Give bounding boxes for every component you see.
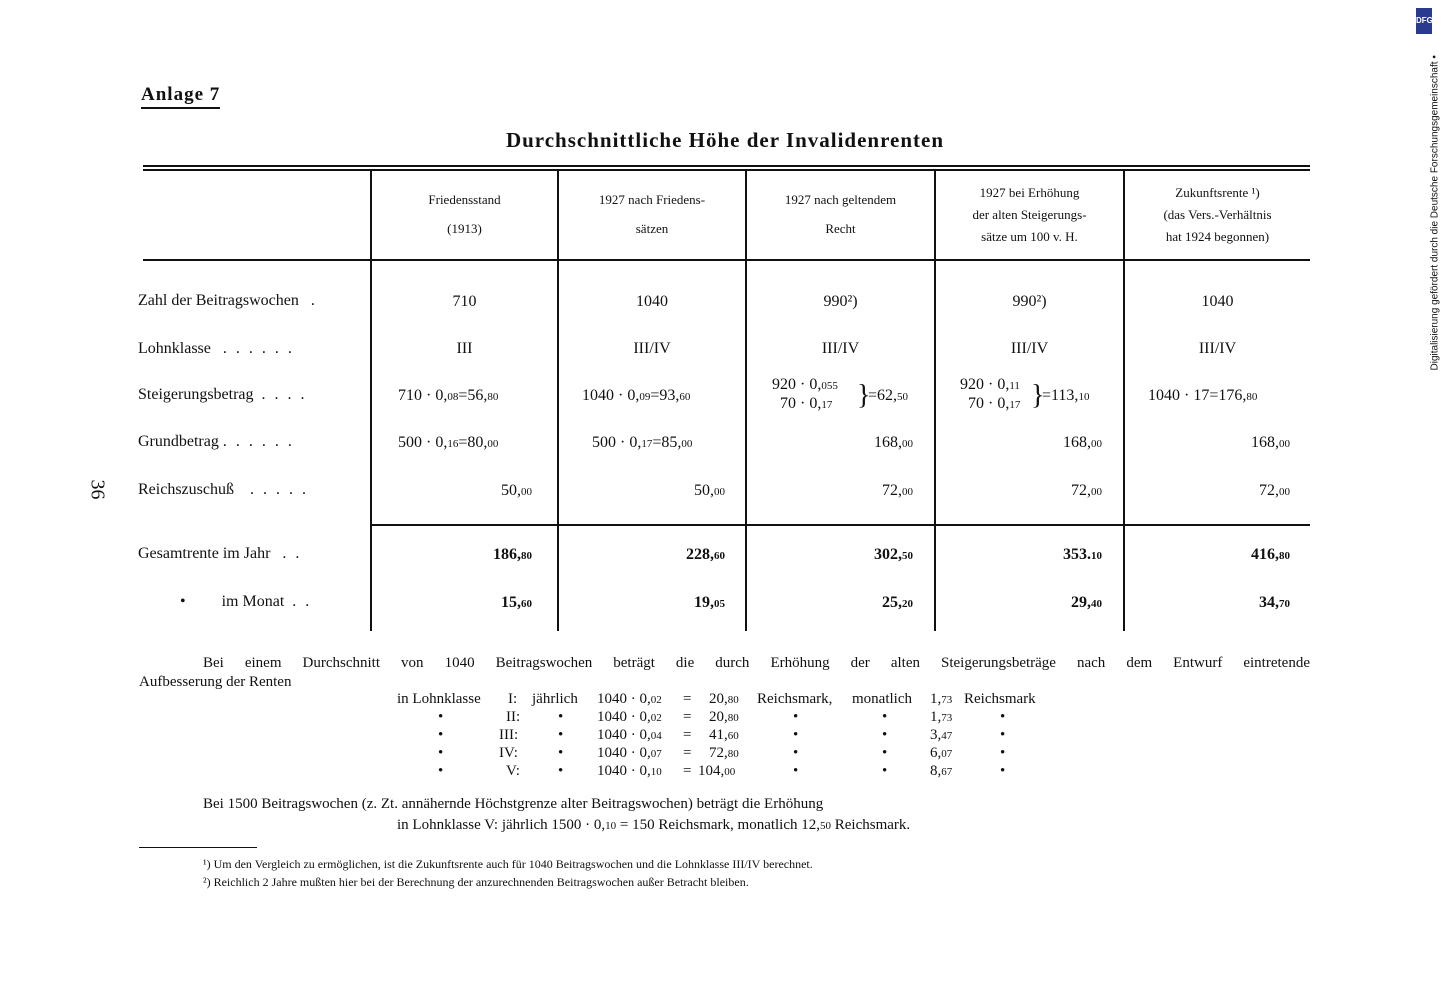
brace: } (857, 380, 871, 411)
paragraph-1-line-1: Bei einem Durchschnitt von 1040 Beitragswochen beträgt die durch Erhöhung der alten Steigerungsbeträge nach dem Entwurf eintretende (203, 655, 1310, 671)
table-cell: 1040 (636, 293, 668, 310)
row-label-gesamtrente-monat: • im Monat .. (180, 593, 319, 610)
row-label-reichszuschuss: Reichszuschuß ..... (138, 481, 315, 498)
table-cell: 168,00 (1063, 434, 1102, 451)
footnote-rule (139, 847, 257, 848)
table-cell: 25,20 (882, 594, 913, 611)
row-label-grundbetrag: Grundbetrag ...... (138, 433, 301, 450)
brace: } (1031, 380, 1045, 411)
table-cell: 990²) (1012, 293, 1047, 310)
table-cell: III/IV (1198, 340, 1237, 357)
column-header-2: 1927 nach Friedens- sätzen (598, 192, 706, 236)
row-label-steigerungsbetrag: Steigerungsbetrag .... (138, 386, 314, 403)
table-cell: 50,00 (501, 482, 532, 499)
page-title: Durchschnittliche Höhe der Invalidenrenten (505, 128, 945, 152)
table-cell: 72,00 (1071, 482, 1102, 499)
appendix-label: Anlage 7 (141, 84, 220, 109)
table-cell: 228,60 (686, 546, 725, 563)
column-header-1: Friedensstand (1913) (428, 192, 501, 236)
table-cell: III/IV (821, 340, 860, 357)
table-cell: 1040 · 17=176,80 (1148, 387, 1258, 404)
row-label-lohnklasse: Lohnklasse ...... (138, 340, 301, 357)
table-cell: 1040 (1201, 293, 1234, 310)
table-cell: 500 · 0,16=80,00 (398, 434, 499, 451)
table-cell: 302,50 (874, 546, 913, 563)
row-label-beitragswochen: Zahl der Beitragswochen . (138, 292, 324, 309)
table-cell: III (456, 340, 473, 357)
table-cell: 19,05 (694, 594, 725, 611)
header-bottom-rule (143, 259, 1310, 261)
table-cell: =62,50 (868, 387, 909, 404)
table-cell: 72,00 (1259, 482, 1290, 499)
table-cell: 990²) (823, 293, 858, 310)
table-cell: 34,70 (1259, 594, 1290, 611)
column-header-3: 1927 nach geltendem Recht (784, 192, 897, 236)
table-top-rule-2 (143, 169, 1310, 171)
table-cell: 168,00 (874, 434, 913, 451)
table-cell: 186,80 (493, 546, 532, 563)
table-cell: 353.10 (1063, 546, 1102, 563)
table-cell: 29,40 (1071, 594, 1102, 611)
table-cell: 1040 · 0,09=93,60 (582, 387, 691, 404)
row-label-gesamtrente-jahr: Gesamtrente im Jahr .. (138, 545, 309, 562)
page-number: 36 (86, 479, 109, 500)
table-cell: =113,10 (1042, 387, 1090, 404)
sidebar-credit: Digitalisierung gefördert durch die Deutsche Forschungsgemeinschaft • (1429, 55, 1441, 371)
table-cell: 500 · 0,17=85,00 (592, 434, 693, 451)
total-rule (371, 524, 1310, 526)
table-cell: 168,00 (1251, 434, 1290, 451)
paragraph-1-line-2: Aufbesserung der Renten (139, 674, 292, 690)
column-header-5: Zukunftsrente ¹) (das Vers.-Verhältnis hat 1924 begonnen) (1163, 185, 1272, 244)
paragraph-2-line-2: in Lohnklasse V: jährlich 1500 · 0,10 = 150 Reichsmark, monatlich 12,50 Reichsmark. (397, 817, 911, 833)
table-cell: 710 · 0,08=56,80 (398, 387, 499, 404)
footnote-1: ¹) Um den Vergleich zu ermöglichen, ist die Zukunftsrente auch für 1040 Beitragswochen und die Lohnklasse III/IV berechnet. (203, 857, 813, 871)
table-cell: 920 · 0,11 70 · 0,17 (960, 376, 1021, 412)
table-cell: 920 · 0,055 70 · 0,17 (772, 376, 838, 412)
table-cell: 416,80 (1251, 546, 1290, 563)
table-cell: III/IV (1010, 340, 1049, 357)
column-header-4: 1927 bei Erhöhung der alten Steigerungs- sätze um 100 v. H. (972, 185, 1087, 244)
table-cell: III/IV (633, 340, 671, 357)
table-cell: 50,00 (694, 482, 725, 499)
table-top-rule (143, 165, 1310, 167)
table-cell: 710 (452, 293, 477, 310)
footnote-2: ²) Reichlich 2 Jahre mußten hier bei der Berechnung der anzurechnenden Beitragswochen außer Betracht bleiben. (203, 875, 749, 889)
dfg-logo: DFG (1416, 8, 1432, 34)
paragraph-2-line-1: Bei 1500 Beitragswochen (z. Zt. annähernde Höchstgrenze alter Beitragswochen) beträgt die Erhöhung (203, 796, 824, 812)
table-cell: 72,00 (882, 482, 913, 499)
table-cell: 15,60 (501, 594, 532, 611)
